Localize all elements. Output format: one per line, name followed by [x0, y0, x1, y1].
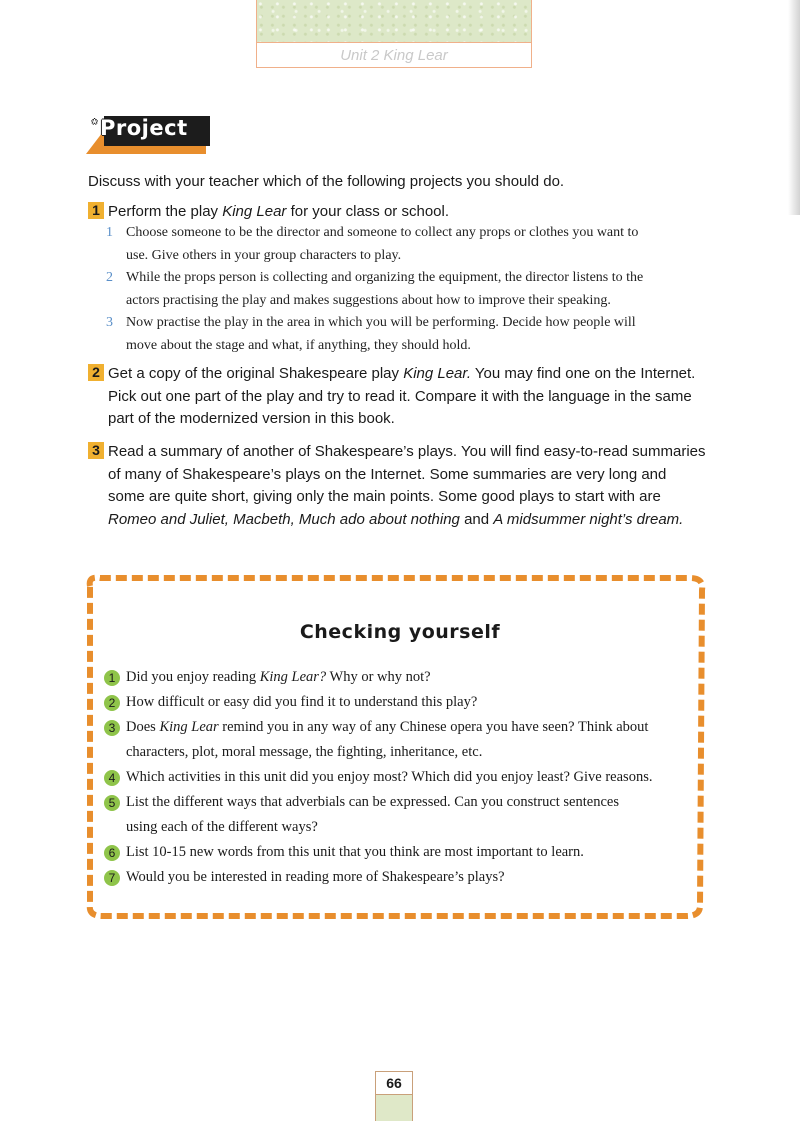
step-text: Choose someone to be the director and someone to collect any props or clothes you want to	[126, 225, 639, 240]
check-item-3	[104, 715, 704, 740]
project-line: some are quite short, giving only the main points. Some good plays to start with are	[108, 488, 661, 505]
step-line	[106, 267, 710, 290]
project-item-3	[88, 441, 708, 531]
text: Get a copy of the original Shakespeare play	[108, 365, 404, 382]
number-circle: 6	[104, 845, 120, 861]
page-number: 66	[376, 1072, 412, 1095]
number-box: 1	[88, 202, 104, 219]
number-box: 2	[88, 364, 104, 381]
check-item-7	[104, 865, 704, 890]
number-circle: 2	[104, 695, 120, 711]
unit-header-tab	[256, 0, 532, 68]
step-number: 1	[106, 225, 113, 240]
number-box: 3	[88, 442, 104, 459]
check-item-2	[104, 690, 704, 715]
check-item-5	[104, 790, 704, 815]
project-1-steps	[106, 222, 710, 357]
number-circle: 4	[104, 770, 120, 786]
play-title: King Lear?	[259, 669, 327, 685]
number-circle: 7	[104, 870, 120, 886]
play-title: King Lear.	[403, 365, 472, 382]
checking-yourself-title: Checking yourself	[299, 621, 501, 643]
step-line	[106, 312, 710, 335]
check-item-1	[104, 665, 704, 690]
step-text: While the props person is collecting and organizing the equipment, the director listens to the	[126, 270, 644, 285]
number-circle: 5	[104, 795, 120, 811]
step-line	[106, 222, 710, 245]
project-line	[88, 363, 708, 386]
step-text: Now practise the play in the area in which you will be performing. Decide how people will	[126, 315, 636, 330]
text: Perform the play	[108, 203, 223, 220]
play-title: A midsummer night’s dream.	[493, 510, 684, 528]
text: Which activities in this unit did you enjoy most? Which did you enjoy least? Give reasons.	[126, 769, 653, 785]
text: List the different ways that adverbials can be expressed. Can you construct sentences	[126, 794, 619, 810]
text: List 10-15 new words from this unit that you think are most important to learn.	[126, 844, 584, 860]
number-circle: 3	[104, 720, 120, 736]
project-item-1-line	[88, 201, 708, 224]
check-item-4	[104, 765, 704, 790]
number-circle: 1	[104, 670, 120, 686]
project-line: part of the modernized version in this book.	[108, 410, 395, 427]
step-line: actors practising the play and makes suggestions about how to improve their speaking.	[126, 292, 611, 308]
text: You may find one on the Internet.	[471, 365, 696, 382]
play-titles: Romeo and Juliet, Macbeth, Much ado about nothing	[108, 510, 460, 528]
check-item-5-continued: using each of the different ways?	[126, 819, 318, 835]
text: and	[459, 510, 494, 528]
project-intro: Discuss with your teacher which of the following projects you should do.	[88, 173, 565, 190]
step-line: move about the stage and what, if anything, they should hold.	[126, 337, 471, 353]
text: remind you in any way of any Chinese opera you have seen? Think about	[218, 719, 649, 735]
check-item-6	[104, 840, 704, 865]
header-texture	[257, 0, 531, 43]
text: Why or why not?	[326, 669, 431, 685]
text: Would you be interested in reading more of Shakespeare’s plays?	[126, 869, 505, 885]
page-number-tab	[375, 1071, 413, 1121]
play-title: King Lear	[159, 719, 219, 735]
project-line: of many of Shakespeare’s plays on the Internet. Some summaries are very long and	[108, 465, 667, 483]
play-title: King Lear	[222, 203, 287, 220]
text: How difficult or easy did you find it to understand this play?	[126, 694, 478, 710]
page-edge-shadow	[788, 0, 800, 215]
check-item-3-continued: characters, plot, moral message, the fighting, inheritance, etc.	[126, 744, 483, 760]
text: Does	[126, 719, 160, 735]
text: Did you enjoy reading	[126, 669, 260, 685]
checking-list	[104, 665, 704, 890]
step-line: use. Give others in your group characters to play.	[126, 247, 402, 263]
unit-title: Unit 2 King Lear	[340, 47, 448, 64]
project-item-2	[88, 363, 708, 431]
project-line	[88, 441, 708, 464]
project-line	[88, 509, 708, 532]
text: Read a summary of another of Shakespeare’s plays. You will find easy-to-read summaries	[108, 443, 706, 460]
project-line: Pick out one part of the play and try to read it. Compare it with the language in the same	[108, 387, 692, 405]
project-banner	[86, 112, 210, 154]
step-number: 2	[106, 270, 113, 285]
step-number: 3	[106, 315, 113, 330]
text: for your class or school.	[286, 203, 449, 220]
project-star: *	[92, 116, 98, 131]
project-heading: Project	[100, 116, 188, 140]
project-item-1	[88, 201, 708, 224]
